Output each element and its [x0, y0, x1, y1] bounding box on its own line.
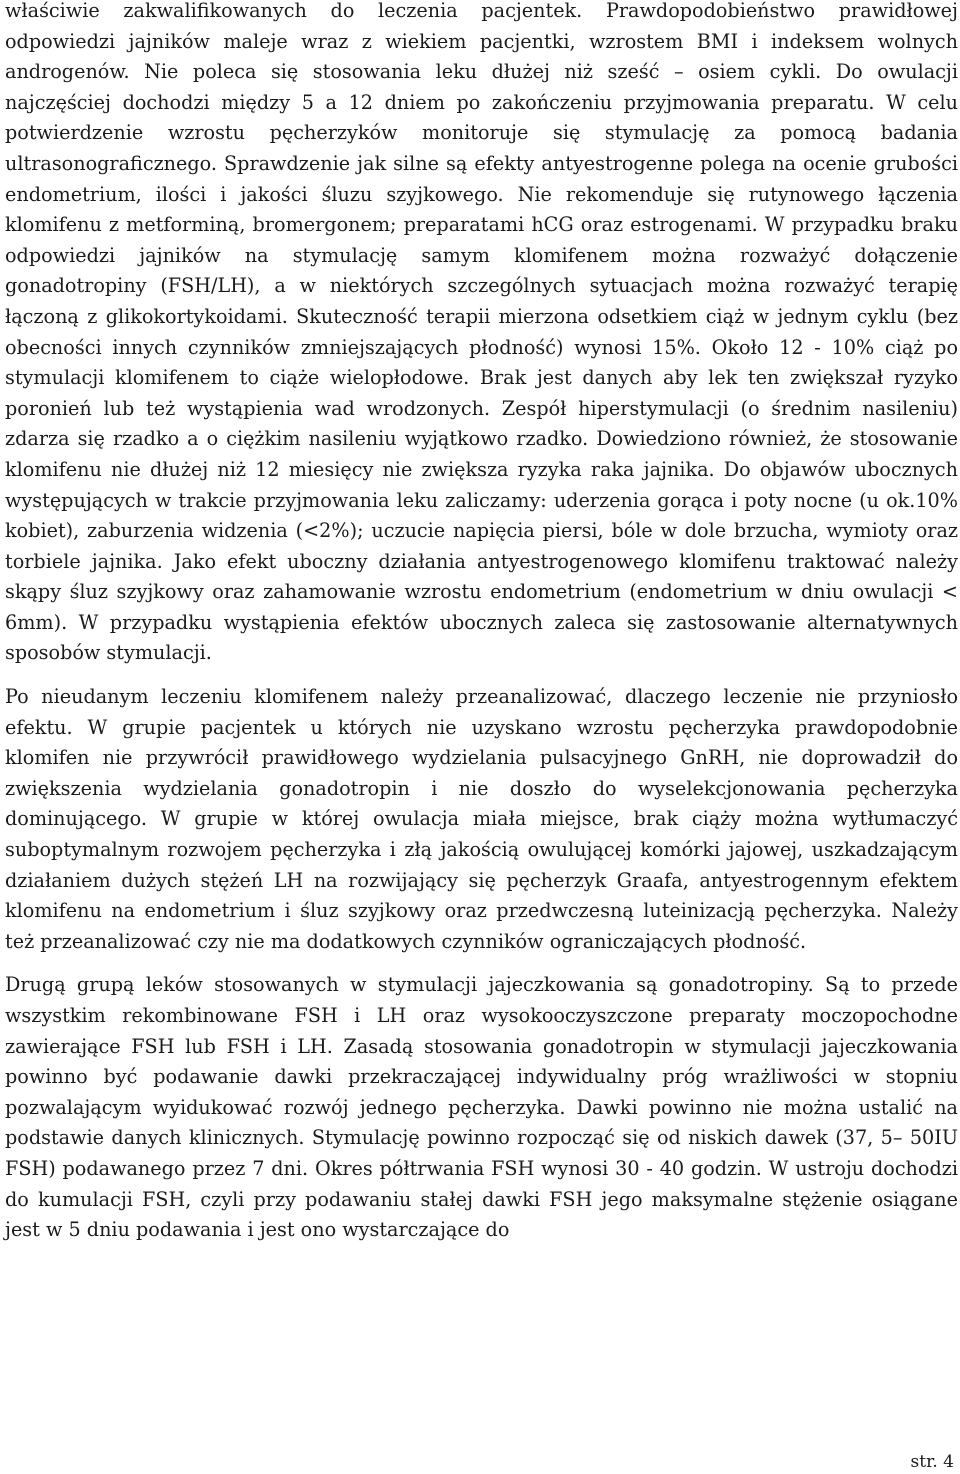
paragraph-gap: [5, 957, 958, 970]
document-body: [5, 0, 958, 1246]
paragraph-gonadotropins: Drugą grupą leków stosowanych w stymulacji jajeczkowania są gonadotropiny. Są to przede wszystkim rekombinowane FSH i LH oraz wysokooczyszczone preparaty moczopochodne zawierające FSH lub FSH i LH. Zasadą stosowania gonadotropin w stymulacji jajeczkowania powinno być podawanie dawki przekraczającej indywidualny próg wrażliwości w stopniu pozwalającym wyidukować rozwój jednego pęcherzyka. Dawki powinno nie można ustalić na podstawie danych klinicznych. Stymulację powinno rozpocząć się od niskich dawek (37, 5– 50IU FSH) podawanego przez 7 dni. Okres półtrwania FSH wynosi 30 - 40 godzin. W ustroju dochodzi do kumulacji FSH, czyli przy podawaniu stałej dawki FSH jego maksymalne stężenie osiągane jest w 5 dniu podawania i jest ono wystarczające do: [5, 973, 958, 1242]
page-number: str. 4: [910, 1452, 954, 1472]
paragraph-gap: [5, 669, 958, 682]
paragraph-clomiphene-therapy: właściwie zakwalifikowanych do leczenia pacjentek. Prawdopodobieństwo prawidłowej odpowiedzi jajników maleje wraz z wiekiem pacjentki, wzrostem BMI i indeksem wolnych androgenów. Nie poleca się stosowania leku dłużej niż sześć – osiem cykli. Do owulacji najczęściej dochodzi między 5 a 12 dniem po zakończeniu przyjmowania preparatu. W celu potwierdzenie wzrostu pęcherzyków monitoruje się stymulację za pomocą badania ultrasonograficznego. Sprawdzenie jak silne są efekty antyestrogenne polega na ocenie grubości endometrium, ilości i jakości śluzu szyjkowego. Nie rekomenduje się rutynowego łączenia klomifenu z metforminą, bromergonem; preparatami hCG oraz estrogenami. W przypadku braku odpowiedzi jajników na stymulację samym klomifenem można rozważyć dołączenie gonadotropiny (FSH/LH), a w niektórych szczególnych sytuacjach można rozważyć terapię łączoną z glikokortykoidami. Skuteczność terapii mierzona odsetkiem ciąż w jednym cyklu (bez obecności innych czynników zmniejszających płodność) wynosi 15%. Około 12 - 10% ciąż po stymulacji klomifenem to ciąże wielopłodowe. Brak jest danych aby lek ten zwiększał ryzyko poronień lub też wystąpienia wad wrodzonych. Zespół hiperstymulacji (o średnim nasileniu) zdarza się rzadko a o ciężkim nasileniu wyjątkowo rzadko. Dowiedziono również, że stosowanie klomifenu nie dłużej niż 12 miesięcy nie zwiększa ryzyka raka jajnika. Do objawów ubocznych występujących w trakcie przyjmowania leku zaliczamy: uderzenia gorąca i poty nocne (u ok.10% kobiet), zaburzenia widzenia (<2%); uczucie napięcia piersi, bóle w dole brzucha, wymioty oraz torbiele jajnika. Jako efekt uboczny działania antyestrogenowego klomifenu traktować należy skąpy śluz szyjkowy oraz zahamowanie wzrostu endometrium (endometrium w dniu owulacji < 6mm). W przypadku wystąpienia efektów ubocznych zaleca się zastosowanie alternatywnych sposobów stymulacji.: [5, 0, 958, 665]
paragraph-failed-treatment: Po nieudanym leczeniu klomifenem należy przeanalizować, dlaczego leczenie nie przyniosło efektu. W grupie pacjentek u których nie uzyskano wzrostu pęcherzyka prawdopodobnie klomifen nie przywrócił prawidłowego wydzielania pulsacyjnego GnRH, nie doprowadził do zwiększenia wydzielania gonadotropin i nie doszło do wyselekcjonowania pęcherzyka dominującego. W grupie w której owulacja miała miejsce, brak ciąży można wytłumaczyć suboptymalnym rozwojem pęcherzyka i złą jakością owulującej komórki jajowej, uszkadzającym działaniem dużych stężeń LH na rozwijający się pęcherzyk Graafa, antyestrogennym efektem klomifenu na endometrium i śluz szyjkowy oraz przedwczesną luteinizacją pęcherzyka. Należy też przeanalizować czy nie ma dodatkowych czynników ograniczających płodność.: [5, 685, 958, 953]
